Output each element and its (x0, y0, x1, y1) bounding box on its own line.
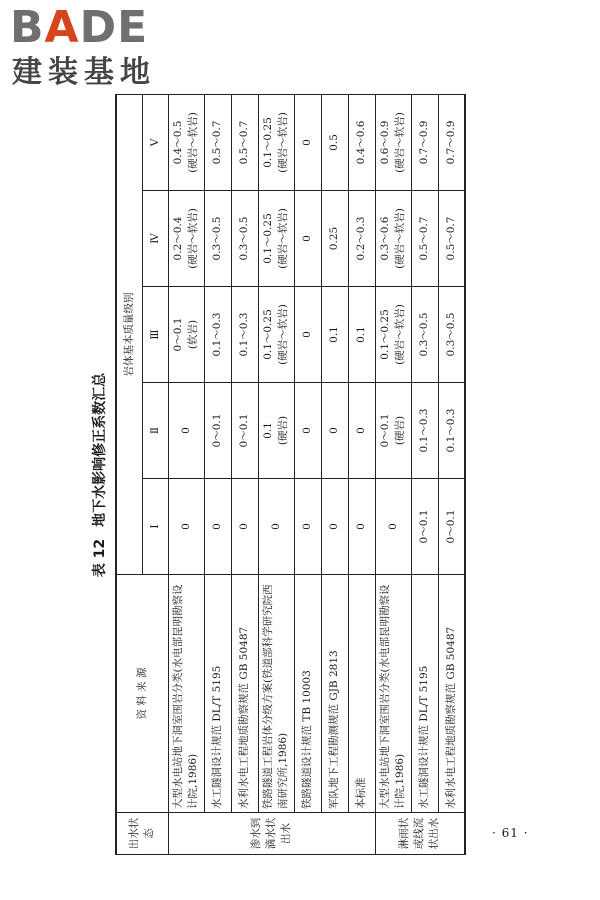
coefficient-cell-grade-2 (204, 383, 231, 479)
coefficient-cell-grade-5 (411, 94, 438, 190)
coefficient-value: 0.1～0.25 (379, 309, 391, 360)
coefficient-value: 0.3～0.5 (444, 312, 457, 357)
table-row (294, 94, 321, 854)
coefficient-cell-grade-5 (231, 94, 258, 190)
coefficient-value: 0.2～0.4 (172, 216, 184, 261)
table-caption (90, 95, 110, 855)
coefficient-value: 0 (328, 427, 340, 434)
coefficient-cell-grade-5 (348, 94, 375, 190)
coefficient-cell-grade-1 (321, 479, 348, 575)
coefficient-value: 0.3～0.6 (379, 216, 391, 261)
coefficient-value: 0.1～0.25 (262, 309, 274, 360)
source-cell: 大型水电站地下洞室围岩分类(水电部昆明勘察设计院,1986) (375, 575, 411, 813)
coefficient-cell-grade-2 (411, 383, 438, 479)
page-number: · 61 · (492, 826, 529, 840)
coefficient-cell-grade-2 (375, 383, 411, 479)
coefficient-value: 0.7～0.9 (418, 120, 430, 165)
source-cell: 本标准 (348, 575, 375, 813)
coefficient-cell-grade-1 (231, 479, 258, 575)
source-cell: 水工隧洞设计规范 DL/T 5195 (411, 575, 438, 813)
coefficient-cell-grade-3 (321, 287, 348, 383)
coefficient-value: 0.3～0.5 (211, 216, 223, 261)
outflow-state-cell: 淋雨状或线流状出水 (375, 813, 465, 855)
coefficient-value: 0 (355, 523, 367, 530)
coefficient-cell-grade-5 (204, 94, 231, 190)
source-cell: 水利水电工程地质勘察规范 GB 50487 (438, 575, 465, 813)
coefficient-value: 0.1～0.3 (238, 312, 250, 357)
coefficient-value: 0 (269, 523, 282, 530)
coefficient-cell-grade-3 (438, 287, 465, 383)
coefficient-value: 0 (301, 523, 313, 530)
coefficient-cell-grade-3 (348, 287, 375, 383)
coefficient-cell-grade-4 (204, 191, 231, 287)
header-source: 资 料 来 源 (116, 575, 168, 813)
rock-type-note: (硬岩～软岩) (277, 112, 289, 173)
coefficient-cell-grade-4 (411, 191, 438, 287)
coefficient-cell-grade-3 (204, 287, 231, 383)
coefficient-value: 0.1～0.25 (262, 213, 274, 264)
source-cell: 铁路隧道设计规范 TB 10003 (294, 575, 321, 813)
rock-type-note: (软岩) (187, 319, 199, 350)
source-cell: 水利水电工程地质勘察规范 GB 50487 (231, 575, 258, 813)
coefficient-value: 0.5～0.7 (418, 216, 430, 261)
header-grade-group: 岩体基本质量级别 (116, 94, 142, 574)
coefficient-cell-grade-2 (168, 383, 204, 479)
coefficient-value: 0.5～0.7 (211, 120, 223, 165)
coefficient-value: 0～0.1 (211, 413, 223, 448)
coefficient-value: 0～0.1 (418, 509, 430, 544)
table-row (204, 94, 231, 854)
coefficient-cell-grade-4 (375, 191, 411, 287)
table-row (258, 94, 294, 854)
coefficient-value: 0.5～0.7 (444, 216, 457, 261)
header-grade-1: Ⅰ (142, 479, 168, 575)
coefficient-value: 0 (301, 139, 313, 146)
coefficient-value: 0.3～0.5 (418, 312, 430, 357)
coefficient-value: 0 (179, 427, 192, 434)
logo-subtitle: 建装基地 (12, 55, 156, 90)
rock-type-note: (硬岩) (394, 415, 406, 446)
coefficient-value: 0.1～0.25 (262, 117, 274, 168)
coefficient-cell-grade-5 (258, 94, 294, 190)
coefficient-cell-grade-1 (258, 479, 294, 575)
coefficient-value: 0.2～0.3 (355, 216, 367, 261)
coefficient-cell-grade-1 (348, 479, 375, 575)
coefficient-value: 0.25 (328, 226, 340, 251)
header-grade-5: Ⅴ (142, 94, 168, 190)
coefficient-value: 0.1 (328, 326, 340, 343)
coefficient-value: 0 (301, 235, 313, 242)
table-title: 地下水影响修正系数汇总 (92, 372, 108, 527)
coefficient-cell-grade-5 (375, 94, 411, 190)
rock-type-note: (硬岩～软岩) (394, 304, 406, 365)
header-grade-4: Ⅳ (142, 191, 168, 287)
coefficient-value: 0.1～0.3 (418, 408, 430, 453)
coefficient-value: 0 (355, 427, 367, 434)
rock-type-note: (硬岩～软岩) (187, 208, 199, 269)
rock-type-note: (硬岩) (277, 415, 289, 446)
coefficient-cell-grade-2 (231, 383, 258, 479)
source-cell: 铁路隧道工程岩体分级方案(铁道部科学研究院西南研究所,1986) (258, 575, 294, 813)
rock-type-note: (硬岩～软岩) (394, 208, 406, 269)
coefficient-cell-grade-3 (411, 287, 438, 383)
header-grade-2: Ⅱ (142, 383, 168, 479)
coefficient-cell-grade-4 (348, 191, 375, 287)
coefficient-cell-grade-1 (411, 479, 438, 575)
coefficient-value: 0 (386, 523, 399, 530)
coefficient-cell-grade-1 (294, 479, 321, 575)
coefficient-value: 0.1 (262, 422, 274, 439)
source-cell: 大型水电站地下洞室围岩分类(水电部昆明勘察设计院,1986) (168, 575, 204, 813)
rock-type-note: (硬岩～软岩) (277, 304, 289, 365)
coefficient-value: 0～0.1 (238, 413, 250, 448)
source-cell: 水工隧洞设计规范 DL/T 5195 (204, 575, 231, 813)
coefficient-value: 0 (179, 523, 192, 530)
table-number: 表 12 (92, 538, 108, 578)
table-row (321, 94, 348, 854)
table-row (375, 94, 411, 854)
source-cell: 军队地下工程勘测规范 GJB 2813 (321, 575, 348, 813)
coefficient-cell-grade-2 (258, 383, 294, 479)
coefficient-value: 0.4～0.5 (172, 120, 184, 165)
coefficient-cell-grade-1 (168, 479, 204, 575)
coefficient-cell-grade-4 (438, 191, 465, 287)
table-row (438, 94, 465, 854)
rock-type-note: (硬岩～软岩) (394, 112, 406, 173)
coefficient-value: 0 (211, 523, 223, 530)
coefficient-value: 0.1～0.3 (211, 312, 223, 357)
coefficient-value: 0.3～0.5 (238, 216, 250, 261)
table-row (168, 94, 204, 854)
coefficient-cell-grade-5 (294, 94, 321, 190)
coefficient-cell-grade-4 (258, 191, 294, 287)
coefficient-cell-grade-1 (438, 479, 465, 575)
coefficient-value: 0～0.1 (379, 413, 391, 448)
coefficient-cell-grade-1 (204, 479, 231, 575)
coefficient-cell-grade-4 (294, 191, 321, 287)
coefficient-cell-grade-5 (438, 94, 465, 190)
header-state: 出水状态 (116, 813, 168, 855)
bade-logo (8, 4, 178, 92)
coefficient-cell-grade-3 (258, 287, 294, 383)
coefficient-value: 0 (301, 427, 313, 434)
coefficient-value: 0.1～0.3 (444, 408, 457, 453)
coefficient-cell-grade-5 (168, 94, 204, 190)
coefficient-value: 0～0.1 (172, 317, 184, 352)
table-row (411, 94, 438, 854)
coefficient-value: 0 (301, 331, 313, 338)
table-row (348, 94, 375, 854)
coefficient-cell-grade-3 (231, 287, 258, 383)
coefficient-value: 0 (238, 523, 250, 530)
rock-type-note: (硬岩～软岩) (277, 208, 289, 269)
coefficient-cell-grade-4 (168, 191, 204, 287)
coefficient-cell-grade-2 (438, 383, 465, 479)
coefficient-cell-grade-2 (348, 383, 375, 479)
rock-type-note: (硬岩～软岩) (187, 112, 199, 173)
coefficient-cell-grade-4 (231, 191, 258, 287)
coefficient-cell-grade-3 (168, 287, 204, 383)
coefficient-value: 0.7～0.9 (444, 120, 457, 165)
coefficient-value: 0.4～0.6 (355, 120, 367, 165)
coefficient-cell-grade-2 (294, 383, 321, 479)
coefficient-cell-grade-4 (321, 191, 348, 287)
correction-coefficient-table (115, 94, 466, 855)
coefficient-value: 0.6～0.9 (379, 120, 391, 165)
coefficient-value: 0.5 (328, 134, 340, 151)
coefficient-cell-grade-5 (321, 94, 348, 190)
coefficient-cell-grade-3 (294, 287, 321, 383)
logo-wordmark: BADE (10, 2, 149, 53)
coefficient-value: 0.1 (355, 326, 367, 343)
coefficient-cell-grade-1 (375, 479, 411, 575)
rotated-page-content (90, 95, 510, 855)
coefficient-value: 0～0.1 (444, 509, 457, 544)
coefficient-cell-grade-2 (321, 383, 348, 479)
outflow-state-cell: 渗水到滴水状出水 (168, 813, 375, 855)
coefficient-value: 0.5～0.7 (238, 120, 250, 165)
coefficient-value: 0 (328, 523, 340, 530)
coefficient-cell-grade-3 (375, 287, 411, 383)
table-row (231, 94, 258, 854)
header-grade-3: Ⅲ (142, 287, 168, 383)
